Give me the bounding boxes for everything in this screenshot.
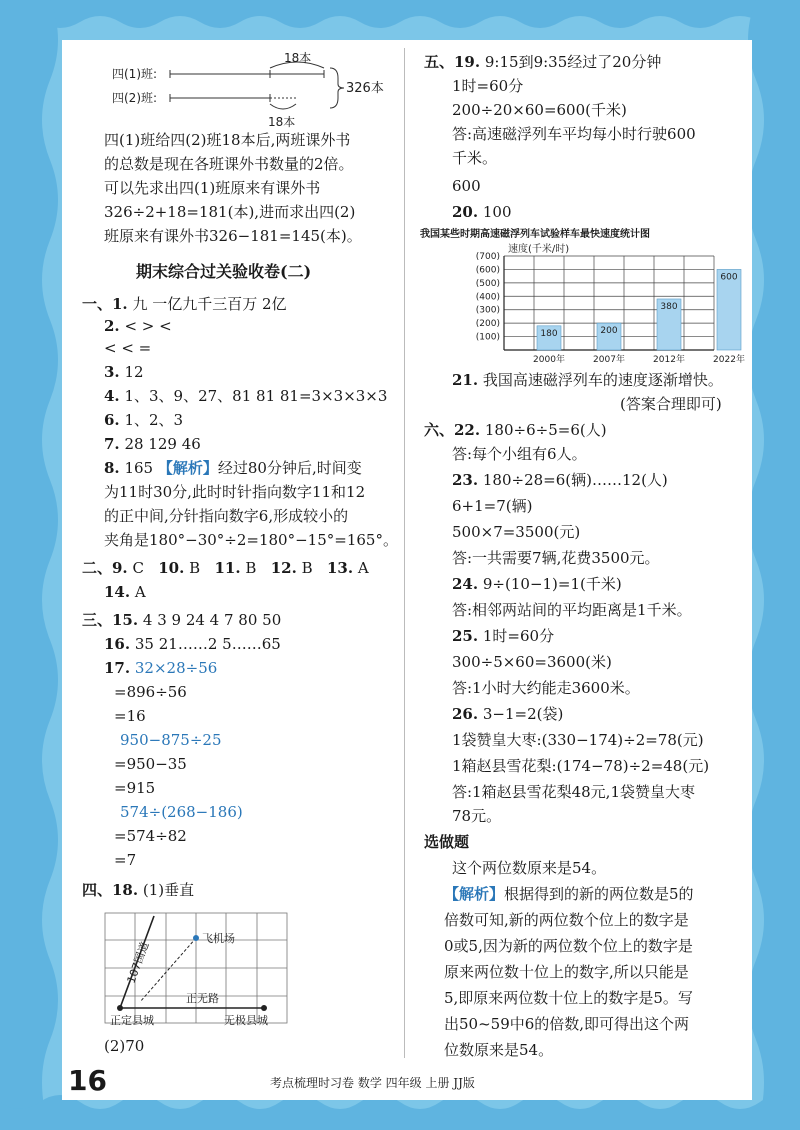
chart-xtick-label: 2007年 <box>593 355 625 365</box>
optional-line6: 5,即原来两位数十位上的数字是5。写 <box>444 989 693 1007</box>
q15: 三、15. 4 3 9 24 4 7 80 50 <box>82 611 282 629</box>
chart-xtick-label: 2022年 <box>713 355 745 365</box>
book-diagram <box>112 50 402 130</box>
q19-line5: 千米。 <box>452 149 498 167</box>
chart-data-label: 200 <box>600 326 618 337</box>
optional-title: 选做题 <box>424 833 470 851</box>
speed-chart <box>460 242 745 366</box>
optional-line3: 倍数可知,新的两位数个位上的数字是 <box>444 911 689 929</box>
top-wave-border <box>0 0 800 40</box>
q1 <box>82 294 287 314</box>
section-title: 期末综合过关验收卷(二) <box>136 262 312 281</box>
q4 <box>104 386 387 406</box>
q6-num: 6. <box>104 411 120 429</box>
page-number: 16 <box>68 1064 107 1097</box>
q1-num: 一、1. <box>82 295 128 313</box>
q4-text: 1、3、9、27、81 81 81=3×3×3×3 <box>124 387 388 405</box>
q19-line3: 200÷20×60=600(千米) <box>452 101 627 119</box>
q8-line3: 的正中间,分针指向数字6,形成较小的 <box>104 507 349 525</box>
map-airport: 飞机场 <box>202 932 235 945</box>
q26-line4: 答:1箱赵县雪花梨48元,1袋赞皇大枣 <box>452 783 695 801</box>
q21-note: (答案合理即可) <box>620 395 722 413</box>
optional-line2: 【解析】根据得到的新的两位数是5的 <box>444 885 694 903</box>
q8-line1: 经过80分钟后,时间变 <box>217 459 362 477</box>
chart-xtick-label: 2012年 <box>653 355 685 365</box>
q23-line4: 答:一共需要7辆,花费3500元。 <box>452 549 660 567</box>
q25-line3: 答:1小时大约能走3600米。 <box>452 679 640 697</box>
q17-expr3-step1: =574÷82 <box>114 827 187 845</box>
q22-line2: 答:每个小组有6人。 <box>452 445 587 463</box>
q7 <box>104 434 201 454</box>
q1-text: 九 一亿九千三百万 2亿 <box>132 295 287 313</box>
q16: 16. 35 21……2 5……65 <box>104 635 281 653</box>
chart-data-label: 600 <box>720 272 738 283</box>
diagram-top-label: 18本 <box>284 51 312 65</box>
diagram-total-label: 326本 <box>346 81 384 96</box>
optional-line8: 位数原来是54。 <box>444 1041 554 1059</box>
explain-line-5: 班原来有课外书326−181=145(本)。 <box>104 227 362 245</box>
q8-num: 8. <box>104 459 120 477</box>
q23-line3: 500×7=3500(元) <box>452 523 581 541</box>
q17: 17. 32×28÷56 <box>104 659 218 677</box>
chart-title: 我国某些时期高速磁浮列车试验样车最快速度统计图 <box>420 229 650 240</box>
column-divider <box>404 48 405 1058</box>
q8-line2: 为11时30分,此时时针指向数字11和12 <box>104 483 366 501</box>
chart-ytick-label: (700) <box>475 252 500 262</box>
q3-text: 12 <box>124 363 144 381</box>
q23-line2: 6+1=7(辆) <box>452 497 533 515</box>
q26-line2: 1袋赞皇大枣:(330−174)÷2=78(元) <box>452 731 704 749</box>
diagram-row2-label: 四(2)班: <box>112 91 158 105</box>
q8-answer: 165 <box>124 459 154 477</box>
q2-line2: < < = <box>104 339 152 357</box>
q19-line2: 1时=60分 <box>452 77 524 95</box>
map-zhengwu: 正无路 <box>186 992 219 1005</box>
q14: 14. A <box>104 583 146 601</box>
q19-line6: 600 <box>452 177 481 195</box>
chart-xtick-label: 2000年 <box>533 355 565 365</box>
q19-line4: 答:高速磁浮列车平均每小时行驶600 <box>452 125 696 143</box>
q7-num: 7. <box>104 435 120 453</box>
chart-ytick-label: (600) <box>475 265 500 276</box>
q8-tag: 【解析】 <box>157 459 218 477</box>
footer: 考点梳理时习卷 数学 四年级 上册 JJ版 <box>270 1076 475 1090</box>
q22: 六、22. 180÷6÷5=6(人) <box>424 421 607 439</box>
q17-expr3: 574÷(268−186) <box>120 803 243 821</box>
optional-line4: 0或5,因为新的两位数个位上的数字是 <box>444 937 693 955</box>
q18: 四、18. (1)垂直 <box>82 881 195 899</box>
map-grid <box>104 912 290 1030</box>
chart-ylabel: 速度(千米/时) <box>508 244 570 255</box>
q17-expr1: 32×28÷56 <box>134 659 218 677</box>
chart-data-label: 380 <box>660 301 678 312</box>
q17-expr2: 950−875÷25 <box>120 731 222 749</box>
map-zhengding: 正定县城 <box>110 1014 154 1027</box>
q26: 26. 3−1=2(袋) <box>452 705 564 723</box>
q2-line1: < > < <box>124 317 172 335</box>
chart-ytick-label: (100) <box>475 332 500 343</box>
left-wave-border <box>0 0 70 1130</box>
q4-num: 4. <box>104 387 120 405</box>
q2-num: 2. <box>104 317 120 335</box>
chart-data-label: 180 <box>540 328 558 339</box>
diagram-bottom-label: 18本 <box>268 115 296 129</box>
q26-line3: 1箱赵县雪花梨:(174−78)÷2=48(元) <box>452 757 710 775</box>
q20: 20. 100 <box>452 203 512 221</box>
optional-line7: 出50~59中6的倍数,即可得出这个两 <box>444 1015 690 1033</box>
q8 <box>104 458 362 478</box>
q25-line2: 300÷5×60=3600(米) <box>452 653 612 671</box>
diagram-row1-label: 四(1)班: <box>112 67 158 81</box>
explain-line-3: 可以先求出四(1)班原来有课外书 <box>104 179 321 197</box>
q25: 25. 1时=60分 <box>452 627 555 645</box>
q3 <box>104 362 144 382</box>
q17-expr1-step2: =16 <box>114 707 146 725</box>
q17-expr1-step1: =896÷56 <box>114 683 187 701</box>
optional-line5: 原来两位数十位上的数字,所以只能是 <box>444 963 689 981</box>
q6-text: 1、2、3 <box>124 411 184 429</box>
q24-line2: 答:相邻两站间的平均距离是1千米。 <box>452 601 692 619</box>
q17-expr2-step1: =950−35 <box>114 755 187 773</box>
q26-line5: 78元。 <box>452 807 502 825</box>
q17-expr2-step2: =915 <box>114 779 156 797</box>
chart-ytick-label: (200) <box>475 319 500 330</box>
q8-line4: 夹角是180°−30°÷2=180°−15°=165°。 <box>104 531 398 549</box>
q2 <box>104 316 172 336</box>
map-wuji: 无极县城 <box>224 1014 268 1027</box>
chart-ytick-label: (400) <box>475 292 500 303</box>
explain-line-1: 四(1)班给四(2)班18本后,两班课外书 <box>104 131 351 149</box>
q3-num: 3. <box>104 363 120 381</box>
optional-line1: 这个两位数原来是54。 <box>452 859 607 877</box>
explain-line-4: 326÷2+18=181(本),进而求出四(2) <box>104 203 356 221</box>
chart-ytick-label: (500) <box>475 278 500 289</box>
map-road107: 107国道 <box>124 940 152 986</box>
q6 <box>104 410 183 430</box>
q7-text: 28 129 46 <box>124 435 201 453</box>
q9-13: 二、9. C 10. B 11. B 12. B 13. A <box>82 559 369 577</box>
q18-part2: (2)70 <box>104 1037 145 1055</box>
explain-line-2: 的总数是现在各班课外书数量的2倍。 <box>104 155 354 173</box>
q23: 23. 180÷28=6(辆)……12(人) <box>452 471 668 489</box>
q24: 24. 9÷(10−1)=1(千米) <box>452 575 622 593</box>
q19: 五、19. 9:15到9:35经过了20分钟 <box>424 53 662 71</box>
q21: 21. 我国高速磁浮列车的速度逐渐增快。 <box>452 371 723 389</box>
chart-ytick-label: (300) <box>475 305 500 316</box>
q17-expr3-step2: =7 <box>114 851 137 869</box>
